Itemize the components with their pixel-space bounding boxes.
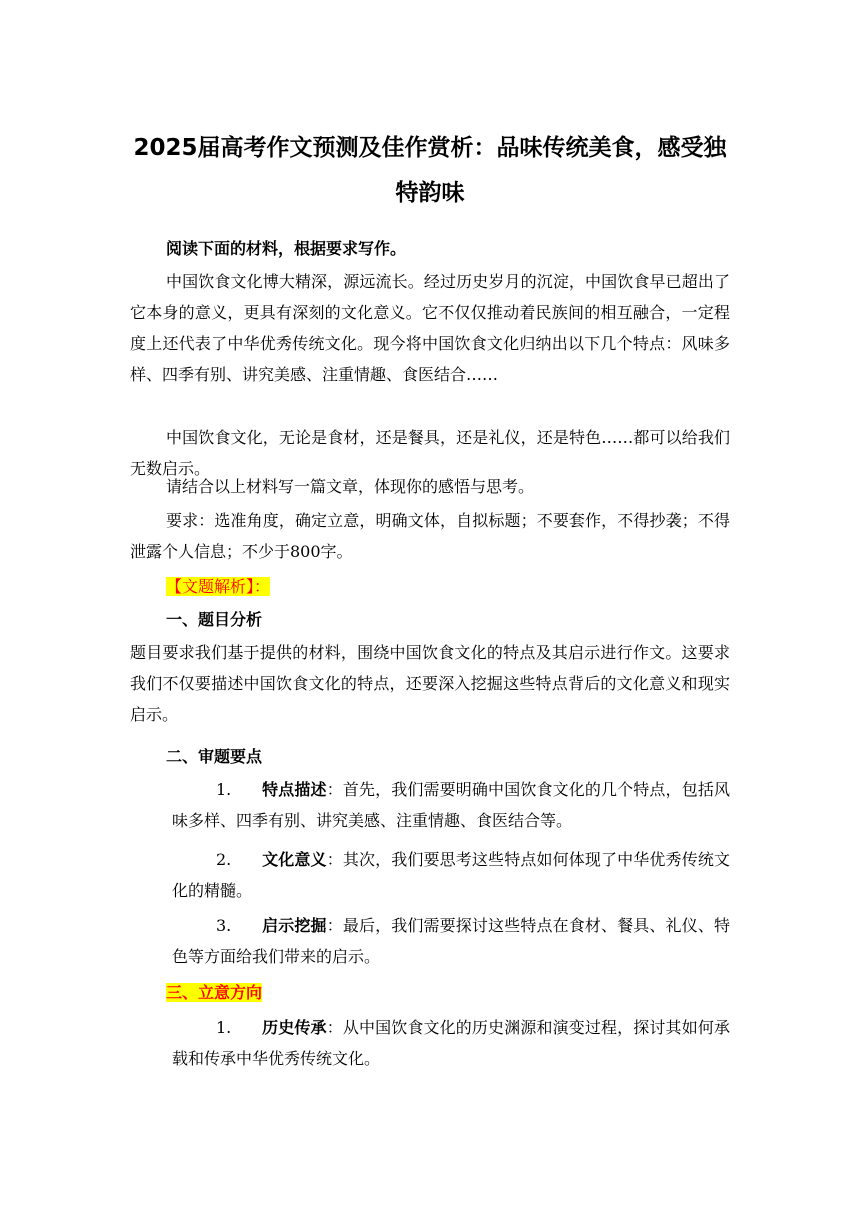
prompt-paragraph-4: 要求：选准角度，确定立意，明确文体，自拟标题；不要套作，不得抄袭；不得泄露个人信息；不少于800字。 — [130, 511, 730, 561]
section-3-heading-wrap — [130, 977, 730, 1008]
list-item — [172, 1012, 730, 1074]
list-item — [172, 774, 730, 836]
prompt-paragraph-1: 中国饮食文化博大精深，源远流长。经过历史岁月的沉淀，中国饮食早已超出了它本身的意义，更具有深刻的文化意义。它不仅仅推动着民族间的相互融合，一定程度上还代表了中华优秀传统文化。现今将中国饮食文化归纳出以下几个特点：风味多样、四季有别、讲究美感、注重情趣、食医结合…… — [130, 272, 730, 384]
list-item-number: 1. — [216, 1018, 232, 1037]
list-item-text: ：首先，我们需要明确中国饮食文化的几个特点，包括风味多样、四季有别、讲究美感、注重情趣、食医结合等。 — [172, 780, 730, 830]
list-item — [172, 910, 730, 972]
section-2-heading: 二、审题要点 — [166, 747, 263, 766]
list-item-number: 2. — [216, 850, 232, 869]
list-item — [172, 844, 730, 906]
list-item-label: 文化意义 — [262, 850, 327, 869]
list-item-number: 3. — [216, 916, 232, 935]
list-item-text: ：从中国饮食文化的历史渊源和演变过程，探讨其如何承载和传承中华优秀传统文化。 — [172, 1018, 730, 1068]
list-item-label: 启示挖掘 — [262, 916, 327, 935]
list-item-label: 历史传承 — [262, 1018, 327, 1037]
analysis-heading-wrap — [130, 571, 730, 602]
analysis-heading: 【文题解析】： — [166, 577, 271, 596]
prompt-instruction: 阅读下面的材料，根据要求写作。 — [166, 239, 407, 258]
list-item-text: ：最后，我们需要探讨这些特点在食材、餐具、礼仪、特色等方面给我们带来的启示。 — [172, 916, 730, 966]
section-1-body: 题目要求我们基于提供的材料，围绕中国饮食文化的特点及其启示进行作文。这要求我们不仅要描述中国饮食文化的特点，还要深入挖掘这些特点背后的文化意义和现实启示。 — [130, 643, 730, 724]
document-title: 2025届高考作文预测及佳作赏析：品味传统美食，感受独特韵味 — [133, 135, 727, 206]
prompt-paragraph-2: 中国饮食文化，无论是食材，还是餐具，还是礼仪，还是特色……都可以给我们无数启示。 — [130, 428, 730, 478]
list-item-label: 特点描述 — [262, 780, 327, 799]
list-item-number: 1. — [216, 780, 232, 799]
section-3-heading: 三、立意方向 — [166, 983, 263, 1002]
prompt-paragraph-3: 请结合以上材料写一篇文章，体现你的感悟与思考。 — [166, 477, 535, 496]
section-1-heading: 一、题目分析 — [166, 610, 263, 629]
list-item-text: ：其次，我们要思考这些特点如何体现了中华优秀传统文化的精髓。 — [172, 850, 730, 900]
